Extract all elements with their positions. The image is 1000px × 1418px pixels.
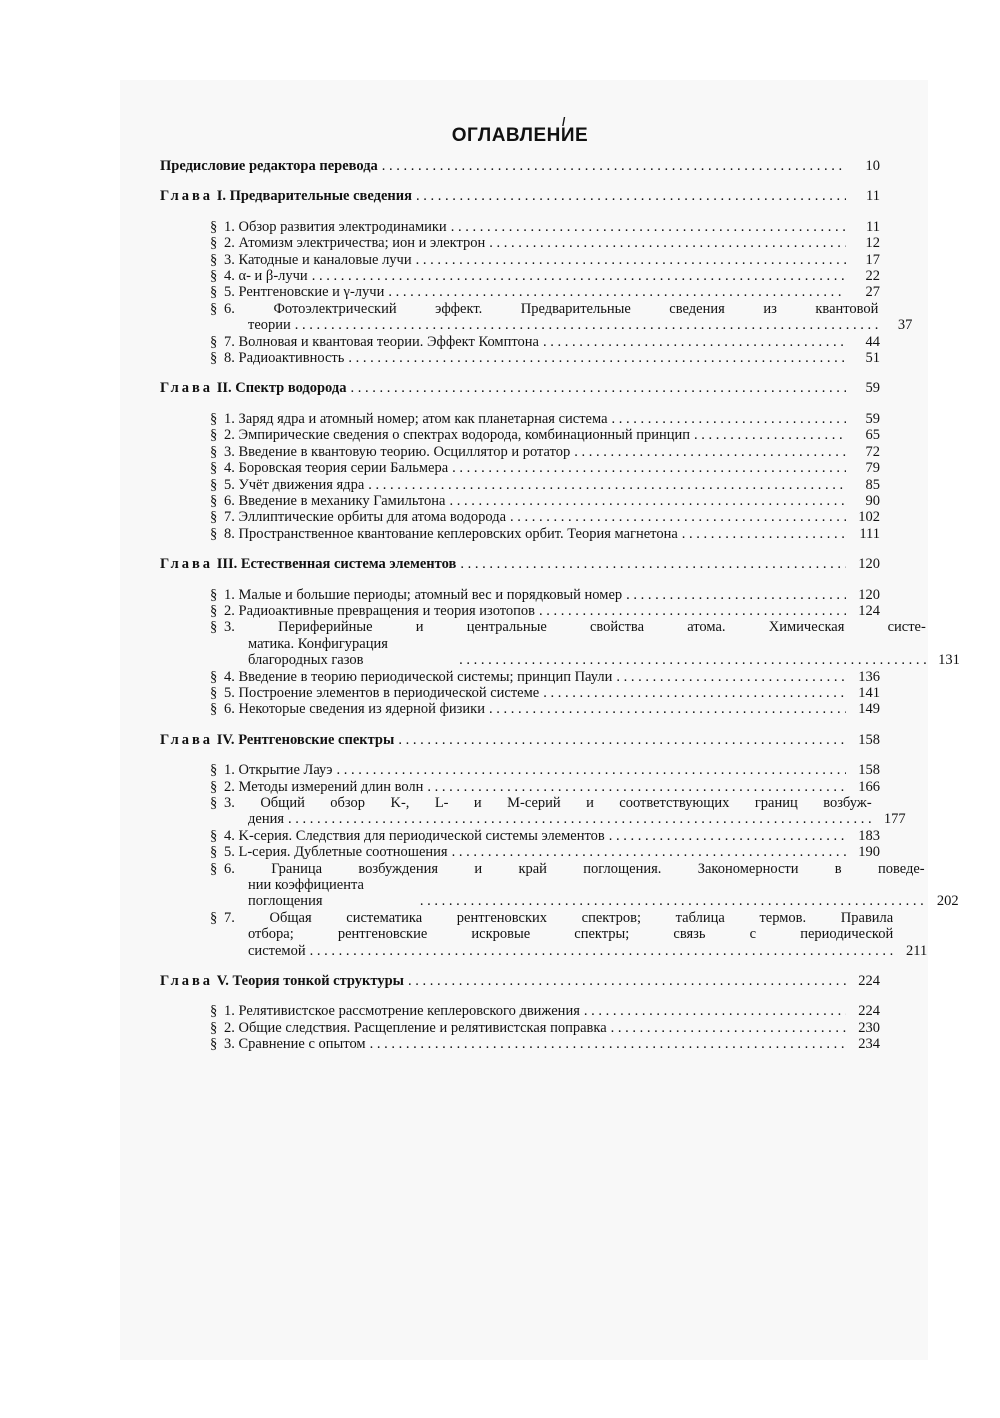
toc-page-number: 59 xyxy=(865,380,880,397)
section-number: 2. xyxy=(224,235,235,252)
chapter-heading[interactable] xyxy=(160,556,880,572)
section-number: 3. xyxy=(224,619,235,636)
leader-dots xyxy=(388,284,846,300)
chapter-word: Глава xyxy=(160,973,214,990)
section-title: Введение в квантовую теорию. Осциллятор и ротатор xyxy=(238,443,571,460)
section-number: 1. xyxy=(224,218,235,235)
section-sign: § xyxy=(210,218,218,235)
section-entry[interactable] xyxy=(160,860,959,910)
leader-dots xyxy=(616,669,846,685)
toc-page-number: 65 xyxy=(865,427,880,444)
leader-dots xyxy=(370,1036,846,1052)
toc-page-number: 177 xyxy=(883,811,906,828)
section-line xyxy=(224,861,959,877)
section-number: 3. xyxy=(224,443,235,460)
chapter-title: Предварительные сведения xyxy=(229,188,412,205)
section-entry[interactable] xyxy=(160,509,880,525)
leader-dots xyxy=(584,1003,846,1019)
toc-page-number: 72 xyxy=(865,443,880,460)
section-label xyxy=(210,350,344,366)
leader-dots xyxy=(489,235,846,251)
chapter-label xyxy=(160,556,456,572)
section-title: L-серия. Дублетные соотношения xyxy=(238,844,448,861)
section-line xyxy=(224,301,912,317)
toc-page-number: 131 xyxy=(938,652,960,669)
section-title-line2: матика. Конфигурация благородных газов xyxy=(248,635,388,669)
section-entry[interactable] xyxy=(160,493,880,509)
section-entry[interactable] xyxy=(160,701,880,717)
section-entry[interactable] xyxy=(160,350,880,366)
section-title-line2: дения xyxy=(248,811,285,828)
section-entry[interactable] xyxy=(160,252,880,268)
section-entry[interactable] xyxy=(160,235,880,251)
leader-dots xyxy=(310,943,894,959)
leader-dots xyxy=(574,444,846,460)
toc-page-number: 202 xyxy=(936,893,959,910)
section-entry[interactable] xyxy=(160,284,880,300)
section-title-line2: нии коэффициента поглощения xyxy=(248,877,364,910)
section-line xyxy=(224,877,959,910)
chapter-number: V. xyxy=(216,973,229,990)
section-number: 7. xyxy=(224,909,235,926)
section-number: 6. xyxy=(224,860,235,877)
chapter-number: IV. xyxy=(216,731,235,748)
leader-dots xyxy=(682,526,846,542)
toc-page-number: 224 xyxy=(858,1003,880,1020)
section-number: 1. xyxy=(224,586,235,603)
section-label xyxy=(210,603,535,619)
section-number: 7. xyxy=(224,509,235,526)
leader-dots xyxy=(368,477,846,493)
toc-page-number: 37 xyxy=(897,317,913,334)
section-sign: § xyxy=(210,300,218,317)
section-label xyxy=(210,669,612,685)
section-sign: § xyxy=(210,1003,218,1020)
chapter-title: Естественная система элементов xyxy=(240,556,457,573)
section-title: Эллиптические орбиты для атома водорода xyxy=(238,509,507,526)
section-line xyxy=(224,811,906,827)
toc-page-number: 90 xyxy=(865,492,880,509)
section-body xyxy=(224,910,927,959)
section-number: 3. xyxy=(224,251,235,268)
section-sign: § xyxy=(210,795,218,811)
chapter-heading[interactable] xyxy=(160,973,880,989)
section-sign: § xyxy=(210,460,218,477)
section-number: 5. xyxy=(224,844,235,861)
chapter-label xyxy=(160,732,394,748)
section-label xyxy=(210,762,333,778)
leader-dots xyxy=(612,411,847,427)
section-number: 4. xyxy=(224,827,235,844)
chapter-label xyxy=(160,973,404,989)
leader-dots xyxy=(452,844,846,860)
leader-dots xyxy=(543,685,846,701)
section-body xyxy=(224,619,960,668)
section-number: 3. xyxy=(224,795,235,811)
leader-dots xyxy=(416,252,846,268)
toc-page-number: 158 xyxy=(858,762,880,779)
section-sign: § xyxy=(210,860,218,877)
section-label xyxy=(210,284,384,300)
section-line xyxy=(224,317,912,333)
toc-page-number: 224 xyxy=(858,973,880,990)
chapter-number: I. xyxy=(216,188,226,205)
section-sign: § xyxy=(210,778,218,795)
section-sign: § xyxy=(210,827,218,844)
toc-page-number: 190 xyxy=(858,844,880,861)
section-list xyxy=(160,762,959,959)
toc-page-number: 158 xyxy=(858,731,880,748)
leader-dots xyxy=(312,268,846,284)
toc-entry-preface[interactable] xyxy=(160,158,880,174)
section-entry[interactable] xyxy=(160,619,960,669)
section-title: Общие следствия. Расщепление и релятивистская поправка xyxy=(238,1019,607,1036)
toc-page-number: 85 xyxy=(865,476,880,493)
chapter-heading[interactable] xyxy=(160,188,880,204)
section-label xyxy=(210,493,445,509)
table-of-contents xyxy=(160,110,960,1067)
chapter-heading[interactable] xyxy=(160,380,880,396)
section-sign: § xyxy=(210,762,218,779)
section-sign: § xyxy=(210,410,218,427)
leader-dots xyxy=(398,732,846,748)
section-entry[interactable] xyxy=(160,795,906,828)
section-number: 1. xyxy=(224,1003,235,1020)
section-number: 6. xyxy=(224,300,235,317)
section-number: 6. xyxy=(224,492,235,509)
toc-page-number: 234 xyxy=(858,1036,880,1053)
section-number: 6. xyxy=(224,701,235,718)
section-label xyxy=(210,268,308,284)
toc-page-number: 59 xyxy=(865,410,880,427)
chapter-title: Рентгеновские спектры xyxy=(238,731,395,748)
section-entry[interactable] xyxy=(160,1020,880,1036)
section-title: Заряд ядра и атомный номер; атом как планетарная система xyxy=(238,410,608,427)
chapter-word: Глава xyxy=(160,188,214,205)
leader-dots xyxy=(452,460,846,476)
leader-dots xyxy=(382,158,846,174)
toc-page-number: 136 xyxy=(858,668,880,685)
leader-dots xyxy=(288,811,872,827)
section-label xyxy=(210,844,448,860)
title-mark: / xyxy=(562,115,566,129)
section-entry[interactable] xyxy=(160,669,880,685)
section-title-line1: Периферийные и центральные свойства атома. Химическая систе- xyxy=(278,619,926,636)
section-title: Введение в механику Гамильтона xyxy=(238,492,446,509)
section-entry[interactable] xyxy=(160,779,880,795)
section-body xyxy=(224,795,906,828)
toc-page-number: 120 xyxy=(858,556,880,573)
section-number: 8. xyxy=(224,350,235,367)
section-title-line1b: отбора; рентгеновские искровые спектры; связь с периодической xyxy=(248,926,894,943)
section-entry[interactable] xyxy=(160,460,880,476)
section-entry[interactable] xyxy=(160,587,880,603)
chapter-label xyxy=(160,380,346,396)
section-number: 1. xyxy=(224,762,235,779)
toc-page-number: 141 xyxy=(858,684,880,701)
section-number: 4. xyxy=(224,268,235,285)
section-line xyxy=(224,943,927,959)
leader-dots xyxy=(295,317,879,333)
section-sign: § xyxy=(210,284,218,301)
toc-page-number: 230 xyxy=(858,1019,880,1036)
section-sign: § xyxy=(210,427,218,444)
section-entry[interactable] xyxy=(160,762,880,778)
section-label xyxy=(210,219,447,235)
section-line xyxy=(224,795,906,811)
section-number: 5. xyxy=(224,684,235,701)
section-number: 5. xyxy=(224,476,235,493)
section-sign: § xyxy=(210,235,218,252)
leader-dots xyxy=(510,509,846,525)
leader-dots xyxy=(337,762,846,778)
toc-page-number: 166 xyxy=(858,778,880,795)
toc-page-number: 51 xyxy=(865,350,880,367)
section-label xyxy=(210,444,570,460)
section-sign: § xyxy=(210,350,218,367)
section-title: Боровская теория серии Бальмера xyxy=(238,460,449,477)
section-number: 7. xyxy=(224,333,235,350)
toc-page-number: 27 xyxy=(865,284,880,301)
toc-page-number: 11 xyxy=(866,218,880,235)
section-title: Некоторые сведения из ядерной физики xyxy=(238,701,485,718)
leader-dots xyxy=(459,652,926,668)
section-number: 2. xyxy=(224,1019,235,1036)
section-sign: § xyxy=(210,525,218,542)
leader-dots xyxy=(543,334,846,350)
section-entry[interactable] xyxy=(160,526,880,542)
leader-dots xyxy=(420,893,925,909)
section-entry[interactable] xyxy=(160,685,880,701)
leader-dots xyxy=(626,587,846,603)
section-sign: § xyxy=(210,602,218,619)
section-label xyxy=(210,509,506,525)
section-number: 2. xyxy=(224,427,235,444)
toc-page-number: 79 xyxy=(865,460,880,477)
chapter-heading[interactable] xyxy=(160,732,880,748)
toc-page-number: 111 xyxy=(859,525,880,542)
section-label xyxy=(210,235,485,251)
section-title: Волновая и квантовая теории. Эффект Комптона xyxy=(238,333,539,350)
chapter-number: II. xyxy=(216,380,232,397)
section-title: Обзор развития электродинамики xyxy=(238,218,447,235)
toc-page-number: 12 xyxy=(865,235,880,252)
toc-page-number: 124 xyxy=(858,602,880,619)
leader-dots xyxy=(489,701,846,717)
section-entry[interactable] xyxy=(160,427,880,443)
section-list xyxy=(160,411,880,542)
section-title: Радиоактивность xyxy=(238,350,345,367)
toc-page-number: 44 xyxy=(865,333,880,350)
chapter-word: Глава xyxy=(160,556,214,573)
section-label xyxy=(210,411,608,427)
section-title: Методы измерений длин волн xyxy=(238,778,424,795)
section-number: 4. xyxy=(224,668,235,685)
section-label xyxy=(210,587,622,603)
section-entry[interactable] xyxy=(160,828,880,844)
section-label xyxy=(210,526,678,542)
section-entry[interactable] xyxy=(160,444,880,460)
section-title: Малые и большие периоды; атомный вес и порядковый номер xyxy=(238,586,623,603)
section-entry[interactable] xyxy=(160,844,880,860)
leader-dots xyxy=(348,350,846,366)
section-title: Радиоактивные превращения и теория изотопов xyxy=(238,602,535,619)
section-title: Введение в теорию периодической системы; принцип Паули xyxy=(238,668,613,685)
section-line xyxy=(224,619,960,635)
leader-dots xyxy=(416,188,846,204)
section-label xyxy=(210,427,690,443)
section-number: 3. xyxy=(224,1036,235,1053)
section-entry[interactable] xyxy=(160,1036,880,1052)
section-label xyxy=(210,1020,607,1036)
section-title: Релятивистское рассмотрение кеплеровского движения xyxy=(238,1003,580,1020)
toc-page-number: 22 xyxy=(865,268,880,285)
section-sign: § xyxy=(210,586,218,603)
leader-dots xyxy=(460,556,846,572)
section-sign: § xyxy=(210,268,218,285)
section-entry[interactable] xyxy=(160,300,913,334)
section-line xyxy=(224,910,927,926)
section-title: Пространственное квантование кеплеровских орбит. Теория магнетона xyxy=(238,525,678,542)
section-list xyxy=(160,1003,880,1052)
leader-dots xyxy=(611,1020,846,1036)
leader-dots xyxy=(427,779,846,795)
section-label xyxy=(210,701,485,717)
page-title-text: ОГЛАВЛЕНИЕ xyxy=(451,125,589,146)
toc-page-number: 183 xyxy=(858,827,880,844)
section-sign: § xyxy=(210,509,218,526)
toc-entry-label: Предисловие редактора перевода xyxy=(160,158,378,174)
section-title: Катодные и каналовые лучи xyxy=(238,251,412,268)
section-number: 1. xyxy=(224,410,235,427)
section-entry[interactable] xyxy=(160,268,880,284)
section-label xyxy=(210,334,539,350)
toc-page-number: 149 xyxy=(858,701,880,718)
section-title: α- и β-лучи xyxy=(238,268,308,285)
section-sign: § xyxy=(210,333,218,350)
section-title-line2: теории xyxy=(248,317,291,334)
section-label xyxy=(210,828,605,844)
chapters-list xyxy=(160,188,960,1053)
section-title: Построение элементов в периодической системе xyxy=(238,684,540,701)
section-title: Эмпирические сведения о спектрах водорода, комбинационный принцип xyxy=(238,427,691,444)
section-sign: § xyxy=(210,844,218,861)
chapter-title: Теория тонкой структуры xyxy=(232,973,404,990)
section-title-line2: системой xyxy=(248,942,306,959)
leader-dots xyxy=(449,493,846,509)
chapter-word: Глава xyxy=(160,731,214,748)
section-list xyxy=(160,586,960,718)
section-number: 5. xyxy=(224,284,235,301)
section-title-line1: Общая систематика рентгеновских спектров; таблица термов. Правила xyxy=(269,909,894,926)
toc-page-number: 211 xyxy=(906,942,928,959)
section-body xyxy=(224,861,959,910)
section-title: Рентгеновские и γ-лучи xyxy=(238,284,385,301)
section-sign: § xyxy=(210,443,218,460)
toc-page-number: 17 xyxy=(865,251,880,268)
chapter-number: III. xyxy=(216,556,238,573)
section-title-line1: Граница возбуждения и край поглощения. Закономерности в поведе- xyxy=(271,860,925,877)
section-title: K-серия. Следствия для периодической системы элементов xyxy=(238,827,605,844)
section-entry[interactable] xyxy=(160,477,880,493)
section-number: 2. xyxy=(224,602,235,619)
section-title: Учёт движения ядра xyxy=(238,476,365,493)
leader-dots xyxy=(609,828,846,844)
section-title: Сравнение с опытом xyxy=(238,1036,366,1053)
section-sign: § xyxy=(210,1019,218,1036)
section-label xyxy=(210,477,364,493)
section-entry[interactable] xyxy=(160,411,880,427)
section-label xyxy=(210,779,423,795)
section-entry[interactable] xyxy=(160,1003,880,1019)
section-sign: § xyxy=(210,619,218,636)
section-label xyxy=(210,685,539,701)
section-sign: § xyxy=(210,476,218,493)
section-title: Атомизм электричества; ион и электрон xyxy=(238,235,486,252)
section-entry[interactable] xyxy=(160,603,880,619)
section-body xyxy=(224,301,912,334)
chapter-label xyxy=(160,188,412,204)
section-sign: § xyxy=(210,1036,218,1053)
section-sign: § xyxy=(210,668,218,685)
page-title xyxy=(160,110,880,144)
leader-dots xyxy=(408,973,846,989)
section-title-line1: Фотоэлектрический эффект. Предварительные сведения из квантовой xyxy=(273,300,879,317)
section-label xyxy=(210,252,412,268)
section-title-line1: Общий обзор K-, L- и M-серий и соответствующих границ возбуж- xyxy=(260,795,872,811)
section-number: 4. xyxy=(224,460,235,477)
section-label xyxy=(210,460,448,476)
section-title: Открытие Лауэ xyxy=(238,762,333,779)
toc-page-number: 10 xyxy=(865,158,880,174)
section-entry[interactable] xyxy=(160,909,928,959)
section-list xyxy=(160,218,913,367)
section-sign: § xyxy=(210,492,218,509)
section-sign: § xyxy=(210,251,218,268)
section-entry[interactable] xyxy=(160,334,880,350)
chapter-title: Спектр водорода xyxy=(235,380,347,397)
chapter-word: Глава xyxy=(160,380,214,397)
section-sign: § xyxy=(210,701,218,718)
section-label xyxy=(210,1003,580,1019)
section-line xyxy=(224,926,927,942)
section-sign: § xyxy=(210,909,218,926)
section-number: 8. xyxy=(224,525,235,542)
leader-dots xyxy=(350,380,846,396)
leader-dots xyxy=(694,427,846,443)
toc-page-number: 102 xyxy=(858,509,880,526)
section-label xyxy=(210,1036,366,1052)
section-line xyxy=(224,636,960,669)
leader-dots xyxy=(451,219,846,235)
toc-page-number: 11 xyxy=(866,188,880,205)
section-number: 2. xyxy=(224,778,235,795)
toc-page-number: 120 xyxy=(858,586,880,603)
leader-dots xyxy=(539,603,846,619)
section-sign: § xyxy=(210,684,218,701)
section-entry[interactable] xyxy=(160,219,880,235)
